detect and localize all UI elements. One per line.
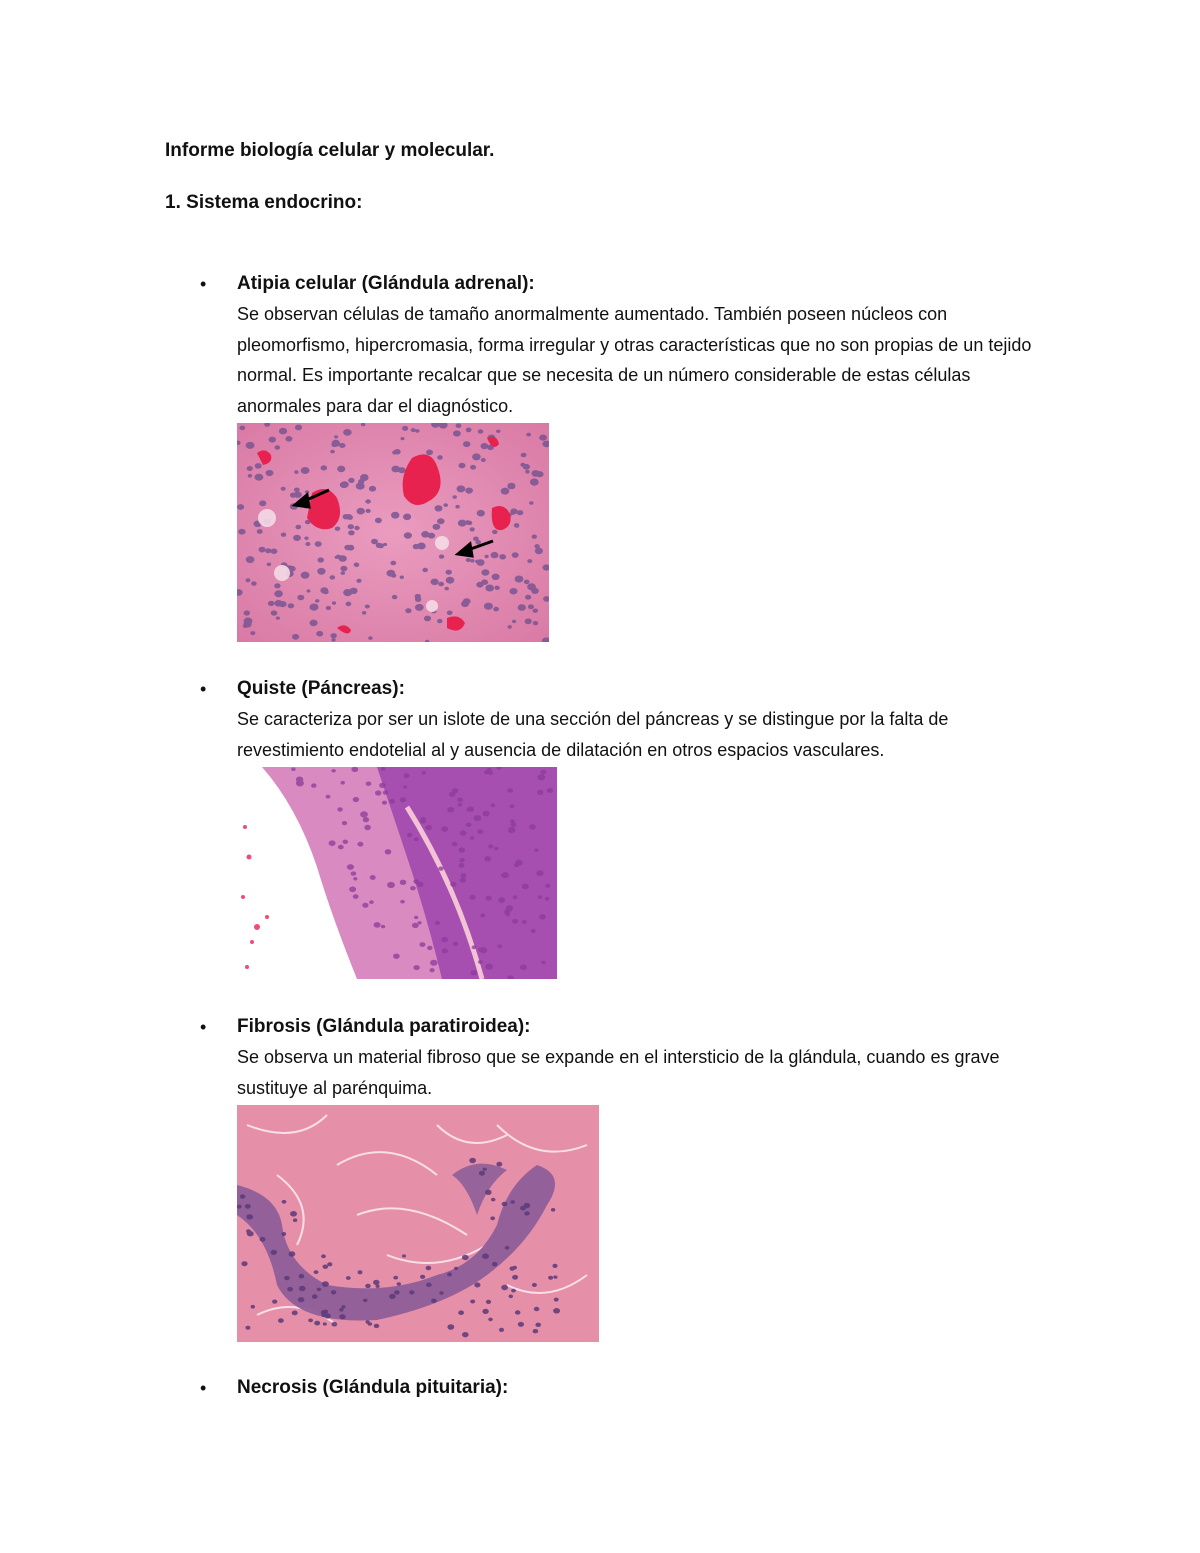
bullet-icon: • [200, 274, 207, 294]
bullet-icon: • [200, 679, 207, 699]
item-title: Quiste (Páncreas): [237, 678, 405, 699]
document-title: Informe biología celular y molecular. [165, 140, 495, 161]
item-text: Se observa un material fibroso que se expande en el intersticio de la glándula, cuando es grave sustituye al parénquima. [237, 1047, 1000, 1098]
list-item-atipia [200, 269, 1060, 642]
list-item-necrosis [200, 1373, 1060, 1403]
item-title: Atipia celular (Glándula adrenal): [237, 273, 535, 294]
list-item-fibrosis [200, 1012, 1060, 1342]
item-title: Necrosis (Glándula pituitaria): [237, 1377, 509, 1398]
bullet-icon: • [200, 1378, 207, 1398]
bullet-icon: • [200, 1017, 207, 1037]
item-text: Se caracteriza por ser un islote de una sección del páncreas y se distingue por la falta de revestimiento endotelial al y ausencia de dilatación en otros espacios vasculares. [237, 709, 949, 760]
item-title: Fibrosis (Glándula paratiroidea): [237, 1016, 531, 1037]
histology-pancreas-cyst-image [237, 767, 1060, 979]
item-text: Se observan células de tamaño anormalmente aumentado. También poseen núcleos con pleomorfismo, hipercromasia, forma irregular y otras características que no son propias de un tejido normal. Es importante recalcar que se necesita de un número considerable de estas células anormales para dar el diagnóstico. [237, 304, 1032, 416]
section-number: 1. [165, 192, 181, 213]
histology-parathyroid-fibrosis-image [237, 1105, 1060, 1342]
list-item-quiste [200, 674, 1060, 979]
section-title: Sistema endocrino: [186, 192, 363, 213]
histology-adrenal-atypia-image [237, 423, 1060, 642]
section-heading [165, 192, 362, 214]
